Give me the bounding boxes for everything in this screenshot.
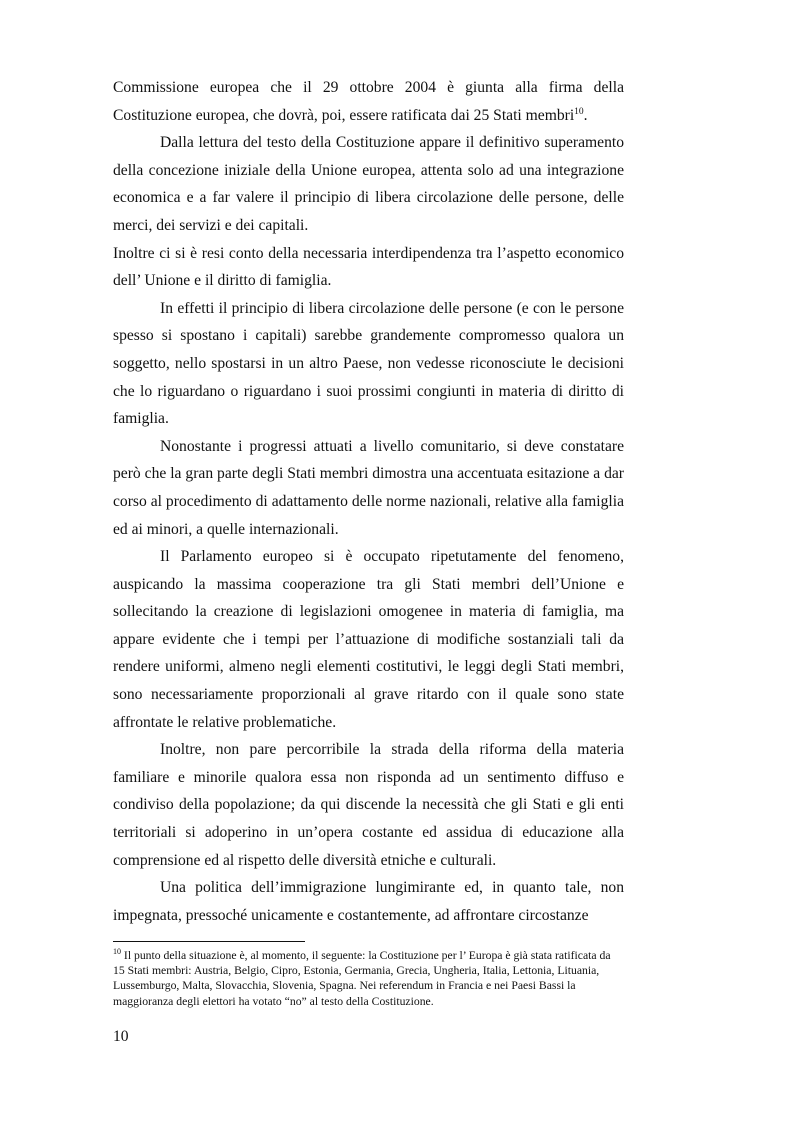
paragraph-member-states-hesitation: Nonostante i progressi attuati a livello comunitario, si deve constatare però che la gran parte degli Stati membri dimostra una accentuata esitazione a dar corso al procedimento di adattamento delle norme nazionali, relative alla famiglia ed ai minori, a quelle internazionali. xyxy=(113,437,624,538)
page-number: 10 xyxy=(113,1028,129,1045)
paragraph-reform-path: Inoltre, non pare percorribile la strada della riforma della materia familiare e minorile qualora essa non risponda ad un sentimento diffuso e condiviso della popolazione; da qui discende la necessità che gli Stati e gli enti territoriali si adoperino in un’opera costante ed assidua di educazione alla comprensione ed al rispetto delle diversità etniche e culturali. xyxy=(113,741,624,869)
paragraph-period: . xyxy=(583,106,588,124)
footnote-divider xyxy=(113,941,305,942)
paragraph-constitution-reading: Dalla lettura del testo della Costituzione appare il definitivo superamento della concezione iniziale della Unione europea, attenta solo ad una integrazione economica e a far valere il principio di libera circolazione delle persone, delle merci, dei servizi e dei capitali. xyxy=(113,134,624,234)
paragraph-interdependence: Inoltre ci si è resi conto della necessaria interdipendenza tra l’aspetto economico dell’ Unione e il diritto di famiglia. xyxy=(113,244,624,290)
body-text xyxy=(113,74,624,929)
footnote-text: Il punto della situazione è, al momento, il seguente: la Costituzione per l’ Europa è già stata ratificata da 15 Stati membri: Austria, Belgio, Cipro, Estonia, Germania, Grecia, Ungheria, Italia, Lettonia, Lituania, Lussemburgo, Malta, Slovacchia, Slovenia, Spagna. Nei referendum in Francia e nei Paesi Bassi la maggioranza degli elettori ha votato “no” al testo della Costituzione. xyxy=(113,949,611,1008)
footnote-reference: 10 xyxy=(574,106,584,117)
paragraph-immigration-policy: Una politica dell’immigrazione lungimirante ed, in quanto tale, non impegnata, pressoché unicamente e costantemente, ad affrontare circostanze xyxy=(113,879,624,924)
paragraph-continuation xyxy=(113,74,624,129)
paragraph-european-parliament: Il Parlamento europeo si è occupato ripetutamente del fenomeno, auspicando la massima cooperazione tra gli Stati membri dell’Unione e sollecitando la creazione di legislazioni omogenee in materia di famiglia, ma appare evidente che i tempi per l’attuazione di modifiche sostanziali tali da rendere uniformi, almeno negli elementi costitutivi, le leggi degli Stati membri, sono necessariamente proporzionali al grave ritardo con il quale sono state affrontate le relative problematiche. xyxy=(113,548,624,731)
paragraph-text: Commissione europea che il 29 ottobre 2004 è giunta alla firma della Costituzione europea, che dovrà, poi, essere ratificata dai 25 Stati membri xyxy=(113,79,624,124)
footnote-number: 10 xyxy=(113,947,121,957)
footnote xyxy=(113,948,624,1009)
paragraph-free-movement: In effetti il principio di libera circolazione delle persone (e con le persone spesso si spostano i capitali) sarebbe grandemente compromesso qualora un soggetto, nello spostarsi in un altro Paese, non vedesse riconosciute le decisioni che lo riguardano o riguardano i suoi prossimi congiunti in materia di diritto di famiglia. xyxy=(113,299,624,428)
